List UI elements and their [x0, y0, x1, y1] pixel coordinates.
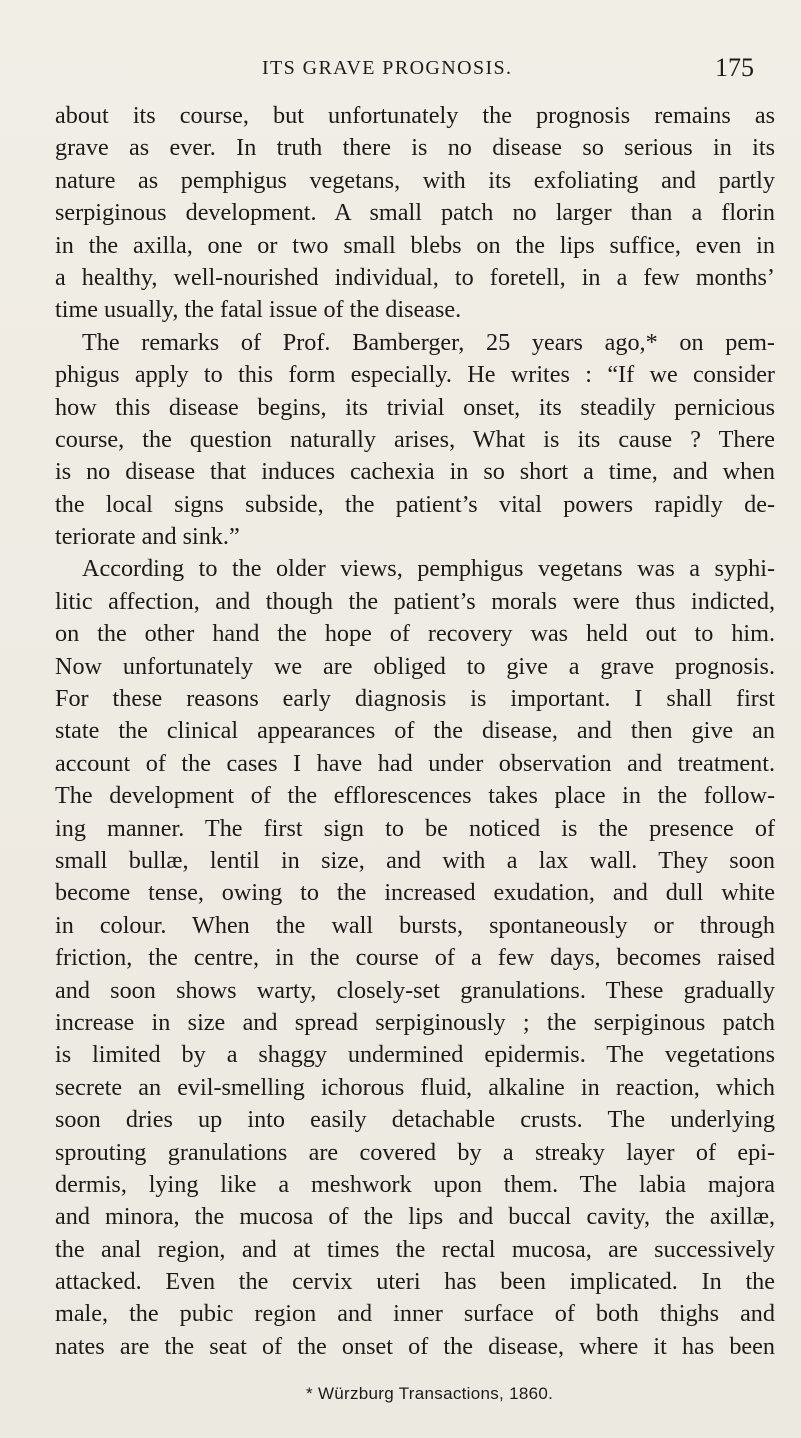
text-line: increase in size and spread serpiginously ; the serpiginous patch	[55, 1008, 775, 1036]
text-line: grave as ever. In truth there is no disease so serious in its	[55, 134, 775, 162]
text-line: attacked. Even the cervix uteri has been implicated. In the	[55, 1268, 775, 1296]
text-line: how this disease begins, its trivial onset, its steadily pernicious	[55, 393, 775, 421]
text-line: teriorate and sink.”	[55, 523, 240, 551]
text-line: the anal region, and at times the rectal mucosa, are successively	[55, 1235, 775, 1263]
text-line: According to the older views, pemphigus vegetans was a syphi-	[82, 555, 775, 583]
text-line: The remarks of Prof. Bamberger, 25 years ago,* on pem-	[82, 328, 775, 356]
text-line: nates are the seat of the onset of the disease, where it has been	[55, 1332, 775, 1360]
page-number: 175	[715, 53, 754, 82]
text-line: in colour. When the wall bursts, spontaneously or through	[55, 911, 775, 939]
text-line: on the other hand the hope of recovery was held out to him.	[55, 620, 775, 648]
footnote: * Würzburg Transactions, 1860.	[306, 1384, 554, 1403]
text-line: is limited by a shaggy undermined epidermis. The vegetations	[55, 1041, 775, 1069]
running-title: ITS GRAVE PROGNOSIS.	[262, 57, 513, 79]
text-line: soon dries up into easily detachable crusts. The underlying	[55, 1106, 775, 1134]
text-line: about its course, but unfortunately the prognosis remains as	[55, 102, 775, 129]
text-line: small bullæ, lentil in size, and with a lax wall. They soon	[55, 846, 775, 874]
text-line: For these reasons early diagnosis is important. I shall first	[55, 685, 775, 713]
text-line: secrete an evil-smelling ichorous fluid, alkaline in reaction, which	[55, 1073, 775, 1101]
text-line: male, the pubic region and inner surface of both thighs and	[55, 1300, 775, 1328]
text-line: ing manner. The first sign to be noticed is the presence of	[55, 814, 775, 842]
body-text	[55, 100, 775, 1363]
text-line: is no disease that induces cachexia in so short a time, and when	[55, 458, 775, 486]
text-line: and soon shows warty, closely-set granulations. These gradually	[55, 976, 775, 1004]
text-line: time usually, the fatal issue of the disease.	[55, 296, 462, 324]
running-header	[0, 51, 801, 81]
text-line: state the clinical appearances of the disease, and then give an	[55, 717, 775, 745]
text-line: in the axilla, one or two small blebs on the lips suffice, even in	[55, 231, 775, 259]
text-line: account of the cases I have had under observation and treatment.	[55, 749, 775, 777]
text-line: the local signs subside, the patient’s vital powers rapidly de-	[55, 490, 775, 518]
text-line: serpiginous development. A small patch no larger than a florin	[55, 199, 775, 227]
text-line: course, the question naturally arises, What is its cause ? There	[55, 425, 775, 453]
text-line: dermis, lying like a meshwork upon them. The labia majora	[55, 1170, 775, 1198]
text-line: sprouting granulations are covered by a streaky layer of epi-	[55, 1138, 775, 1166]
text-line: The development of the efflorescences takes place in the follow-	[55, 782, 775, 810]
text-line: phigus apply to this form especially. He writes : “If we consider	[55, 361, 775, 389]
text-line: a healthy, well-nourished individual, to foretell, in a few months’	[55, 263, 775, 291]
text-line: become tense, owing to the increased exudation, and dull white	[55, 879, 775, 907]
text-line: litic affection, and though the patient’s morals were thus indicted,	[55, 587, 775, 615]
text-line: nature as pemphigus vegetans, with its exfoliating and partly	[55, 166, 775, 194]
text-line: and minora, the mucosa of the lips and buccal cavity, the axillæ,	[55, 1203, 775, 1231]
text-line: Now unfortunately we are obliged to give a grave prognosis.	[55, 652, 775, 680]
text-line: friction, the centre, in the course of a few days, becomes raised	[55, 944, 775, 972]
